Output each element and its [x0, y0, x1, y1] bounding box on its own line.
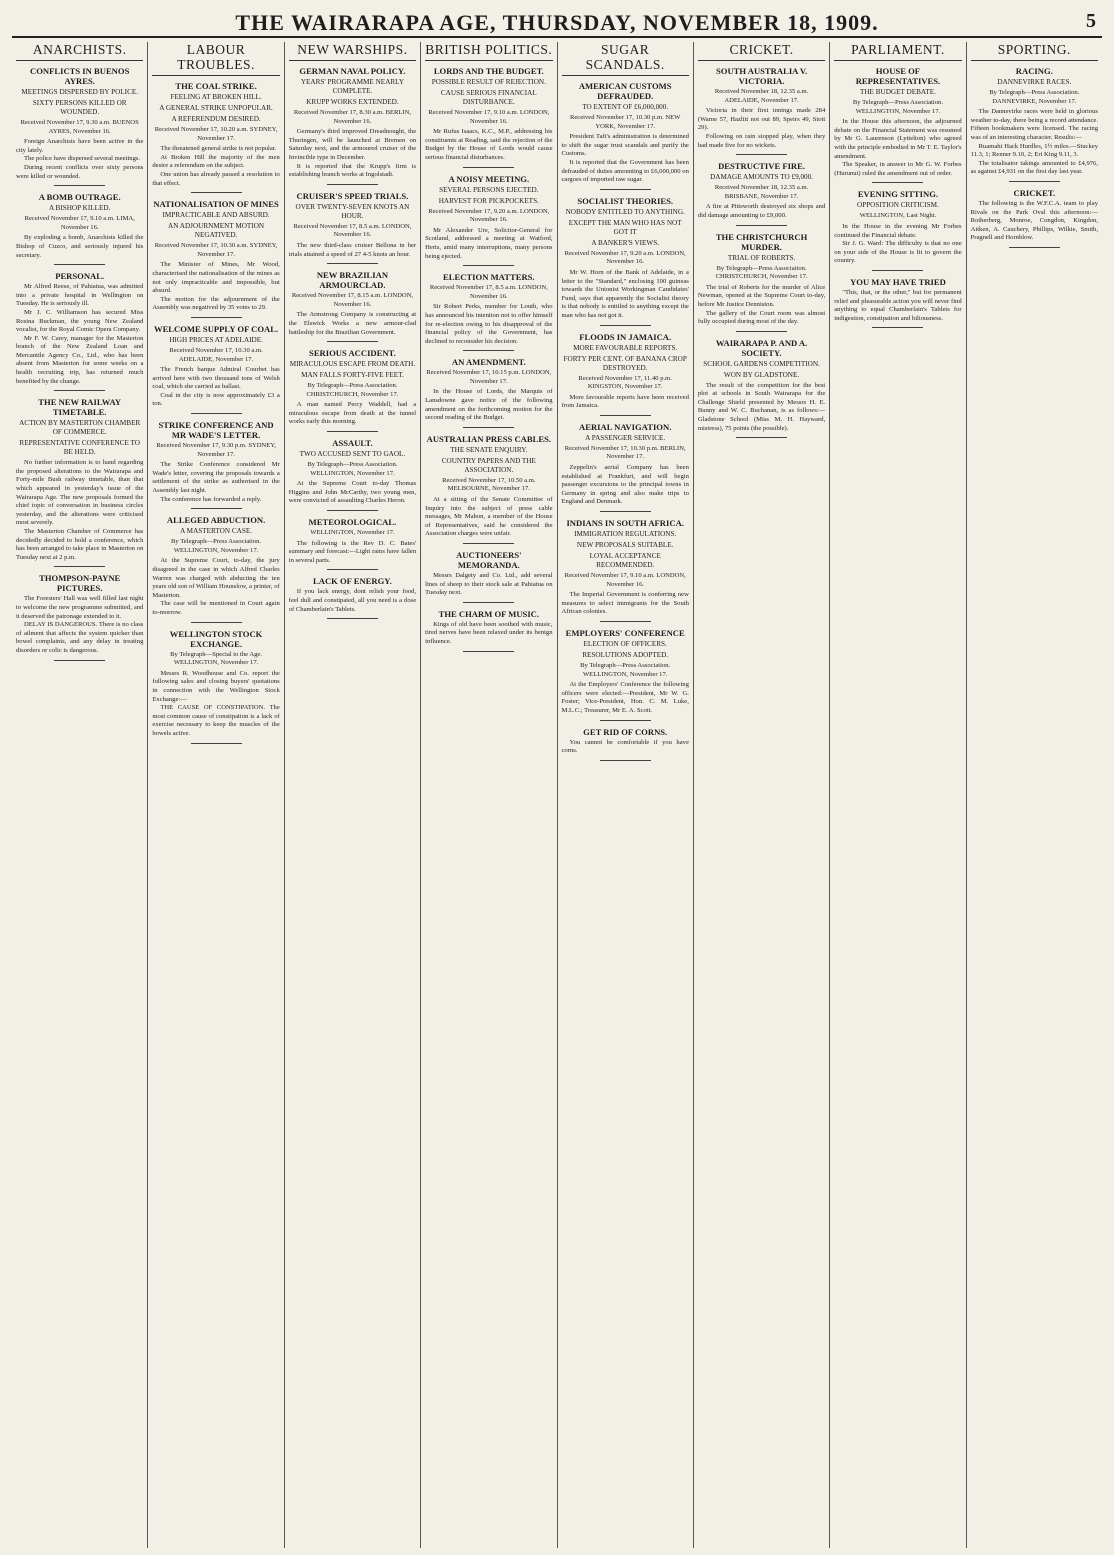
article-paragraph: Mr Rufus Isaacs, K.C., M.P., addressing his constituents at Reading, said the rejection of the Budget by the House of Lords would cause serious financial disturbances.	[425, 128, 553, 161]
article-subheading: DANNEVIRKE RACES.	[997, 78, 1072, 86]
article-divider	[463, 602, 514, 603]
article-divider	[872, 182, 923, 183]
column-header: SPORTING.	[971, 42, 1098, 61]
article-paragraph: At a sitting of the Senate Committee of Inquiry into the subject of press cable messages, Mr Mahon, a member of the House of Representatives, said he considered the Association charges were unfair.	[425, 496, 553, 538]
article-dateline: Received November 17, 9.10 a.m. LIMA, November 16.	[24, 215, 135, 231]
news-column	[558, 42, 694, 1548]
article-paragraph: The trial of Roberts for the murder of Alice Newman, opened at the Supreme Court to-day, before Mr Justice Denniston.	[697, 283, 826, 308]
article-paragraph: The motion for the adjournment of the Assembly was negatived by 35 votes to 29.	[152, 295, 280, 312]
article-paragraph: Victoria in their first innings made 284 (Warne 57, Hazlitt not out 89, Speirs 49, Stott 29).	[697, 107, 826, 132]
article-subheading: A GENERAL STRIKE UNPOPULAR.	[159, 104, 273, 112]
article-paragraph: Messrs Dalgety and Co. Ltd., add several lines of sheep to their stock sale at Pahiatua on Tuesday next.	[425, 572, 553, 597]
article-paragraph: The gallery of the Court room was almost fully occupied during most of the day.	[697, 309, 826, 326]
article-paragraph: President Taft's administration is determined to shift the sugar trust scandals and purify the Customs.	[561, 133, 689, 158]
article-dateline: Received November 18, 12.35 a.m. BRISBANE, November 17.	[714, 184, 809, 200]
article-subheading: MAN FALLS FORTY-FIVE FEET.	[301, 371, 404, 380]
article-subheading: REPRESENTATIVE CONFERENCE TO BE HELD.	[19, 439, 140, 457]
article-dateline: By Telegraph—Press Association. WELLINGTON, November 17.	[171, 538, 262, 554]
article-subheading: CAUSE SERIOUS FINANCIAL DISTURBANCE.	[440, 89, 537, 106]
article-headline: HOUSE OF REPRESENTATIVES.	[855, 66, 941, 86]
article-divider	[463, 265, 514, 266]
article-headline: THE NEW RAILWAY TIMETABLE.	[38, 397, 122, 418]
article-subheading: EXCEPT THE MAN WHO HAS NOT GOT IT	[568, 218, 682, 236]
article-subheading: THE SENATE ENQUIRY.	[450, 445, 528, 454]
article	[698, 232, 825, 332]
article-dateline: By Telegraph—Press Association. CHRISTCHURCH, November 17.	[306, 382, 399, 398]
article-subheading: MEETINGS DISPERSED BY POLICE.	[21, 88, 139, 96]
article-subheading: HARVEST FOR PICKPOCKETS.	[438, 196, 539, 205]
article-divider	[600, 325, 651, 326]
news-column	[285, 42, 421, 1548]
article-dateline: Received November 17, 9.30 a.m. BUENOS AYRES, November 16.	[20, 119, 139, 135]
article-subheading: POSSIBLE RESULT OF REJECTION.	[431, 78, 546, 86]
article	[562, 196, 689, 326]
article	[425, 272, 552, 351]
article-divider	[600, 415, 651, 416]
column-header: PARLIAMENT.	[834, 42, 961, 61]
article	[562, 628, 689, 721]
article	[834, 189, 961, 271]
article-divider	[463, 167, 514, 168]
article-paragraph: Ruamahi Hack Hurdles, 1½ miles.—Stuckey 11.3, 1; Renner 9.10, 2; Eri King 9.11, 3.	[970, 142, 1098, 159]
article	[834, 66, 961, 183]
article-paragraph: In the House of Lords, the Marquis of Lansdowne gave notice of the following amendment on the forthcoming motion for the second reading of the Budget.	[425, 388, 553, 422]
article-divider	[736, 225, 787, 226]
article-subheading: FORTY PER CENT. OF BANANA CROP DESTROYED.	[563, 354, 687, 372]
article-headline: GET RID OF CORNS.	[583, 726, 668, 737]
article-subheading: ACTION BY MASTERTON CHAMBER OF COMMERCE.	[19, 419, 141, 437]
article-divider	[191, 622, 242, 623]
article-headline: ELECTION MATTERS.	[443, 272, 535, 283]
article-subheading: LOYAL ACCEPTANCE RECOMMENDED.	[589, 552, 661, 570]
article-paragraph: The Minister of Mines, Mr Wood, characterised the nationalisation of the mines as not only impracticable and impossible, but absurd.	[152, 261, 280, 295]
column-header: ANARCHISTS.	[16, 42, 143, 61]
article	[152, 199, 279, 318]
article-paragraph: Messrs R. Woodhouse and Co. report the following sales and closing buyers' quotations in connection with the Wellington Stock Exchange:—	[152, 669, 280, 703]
article-paragraph: A fire at Pittsworth destroyed six shops and did damage amounting to £9,000.	[697, 203, 826, 219]
article-headline: ALLEGED ABDUCTION.	[166, 515, 266, 526]
article-dateline: Received November 17, 8.5 a.m. LONDON, November 16.	[429, 284, 548, 300]
article-subheading: NEW PROPOSALS SUITABLE.	[576, 541, 674, 550]
article-dateline: By Telegraph—Press Association. WELLINGTON, November 17.	[580, 662, 671, 678]
article	[152, 515, 279, 622]
article-paragraph: It is reported that the Krupp's firm is establishing branch works at Ingolstadt.	[288, 162, 417, 179]
article-headline: LACK OF ENERGY.	[313, 576, 392, 587]
article-dateline: By Telegraph—Press Association. DANNEVIRKE, November 17.	[989, 89, 1080, 105]
article-headline: AN AMENDMENT.	[451, 357, 526, 368]
article	[16, 66, 143, 186]
article-paragraph: Mr J. C. Williamson has secured Miss Rosina Buckman, the young New Zealand vocalist, for the Royal Comic Opera Company.	[16, 308, 144, 334]
article	[698, 66, 825, 155]
article-paragraph: "This, that, or the other," but for permanent relief and pleasurable action you will never find anything to equal Chamberlain's Tablets for indigestion, constipation and biliousness.	[834, 288, 962, 322]
article-subheading: NOBODY ENTITLED TO ANYTHING.	[565, 207, 685, 216]
article-paragraph: No further information is to hand regarding the proposed alterations to the Wairarapa and Forty-mile Bush railway timetable, than that which appeared in yesterday's issue of the Wairarapa Age. The new proposals formed the chief topic of conversation in business circles yesterday, and the alterations were criticised most severely.	[16, 459, 144, 527]
article-subheading: COUNTRY PAPERS AND THE ASSOCIATION.	[441, 456, 536, 474]
article-divider	[54, 185, 105, 186]
article-dateline: By Telegraph—Press Association. WELLINGTON, November 17.	[307, 461, 398, 477]
article-paragraph: Coal in the city is now approximately £3 a ton.	[152, 391, 280, 408]
article-subheading: SIXTY PERSONS KILLED OR WOUNDED.	[32, 99, 127, 116]
article-paragraph: The following is the W.F.C.A. team to play Rivals on the Park Oval this afternoon:—Rotherberg, Monroe, Congdon, Kingdon, Aitken, A. Cauchery, Phillips, Wilkie, Smith, Pragnell and Hornblow.	[970, 199, 1098, 242]
article-paragraph: The case will be mentioned in Court again to-morrow.	[152, 600, 280, 616]
article-paragraph: Mr F. W. Carey, manager for the Masterton branch of the New Zealand Loan and Mercantile Agency Co., Ltd., who has been absent from Masterton for some weeks on a health recruiting trip, has returned much benefited by the change.	[16, 334, 144, 385]
article-paragraph: The Foresters' Hall was well filled last night to welcome the new programme submitted, and it deserved the patronage extended to it.	[16, 595, 144, 620]
article-subheading: MORE FAVOURABLE REPORTS.	[573, 343, 678, 352]
article	[16, 271, 143, 391]
article-headline: AUCTIONEERS' MEMORANDA.	[456, 550, 522, 570]
article-headline: METEOROLOGICAL.	[308, 517, 397, 528]
article-paragraph: Mr Alfred Reese, of Pahiatua, was admitted into a private hospital in Wellington on Tuesday. He is seriously ill.	[16, 283, 144, 308]
article-headline: THE CHRISTCHURCH MURDER.	[715, 231, 808, 252]
column-header: LABOUR TROUBLES.	[152, 42, 279, 76]
article-dateline: Received November 17, 10.15 p.m. LONDON, November 17.	[426, 369, 552, 385]
article-paragraph: Sir Robert Perks, member for Louth, who has announced his intention not to offer himself for re-election owing to his disapproval of the financial policy of the Government, has declined to reconsider his decision.	[425, 303, 553, 345]
article-subheading: ELECTION OF OFFICERS.	[583, 640, 667, 648]
article-headline: WAIRARAPA P. AND A. SOCIETY.	[715, 337, 808, 358]
article-dateline: Received November 17, 10.30 a.m. SYDNEY, November 17.	[154, 242, 278, 258]
article-paragraph: The Strike Conference considered Mr Wade's letter, covering the proposals towards a settlement of the strike as authorised in the Assembly last night.	[152, 461, 280, 495]
article	[562, 332, 689, 416]
article-headline: INDIANS IN SOUTH AFRICA.	[566, 518, 684, 529]
article-headline: THE COAL STRIKE.	[175, 81, 257, 91]
article	[289, 438, 416, 511]
article	[562, 81, 689, 190]
article-paragraph: By exploding a bomb, Anarchists killed the Bishop of Cuzco, and seriously injured his secretary.	[16, 234, 144, 259]
article-paragraph: THE CAUSE OF CONSTIPATION. The most common cause of constipation is a lack of exercise necessary to keep the muscles of the bowels active.	[152, 704, 280, 737]
article-divider	[191, 508, 242, 509]
article-dateline: Received November 17, 8.5 a.m. LONDON, November 16.	[293, 222, 412, 239]
article-subheading: A BISHOP KILLED.	[48, 204, 111, 213]
article-paragraph: In the House this afternoon, the adjourned debate on the Financial Statement was resumed by Mr G. Laurenson (Lyttelton) who agreed with the principle embodied in Mr T. E. Taylor's amendment.	[834, 118, 962, 160]
article-divider	[736, 331, 787, 332]
article-paragraph: More favourable reports have been received from Jamaica.	[561, 393, 689, 410]
article-paragraph: A man named Percy Waddell, had a miraculous escape from death at the tunnel works early this morning.	[288, 401, 417, 426]
article-dateline: Received November 17, 10.30 p.m. BERLIN, November 17.	[564, 444, 686, 461]
article-dateline: Received November 17, 9.10 a.m. LONDON, November 16.	[564, 572, 686, 588]
article-headline: NATIONALISATION OF MINES	[153, 199, 279, 210]
article-dateline: Received November 17, 11.40 p.m. KINGSTON, November 17.	[578, 374, 672, 391]
article-divider	[600, 189, 651, 190]
article-subheading: A BANKER'S VIEWS.	[591, 238, 660, 247]
article-dateline: By Telegraph—Press Association. WELLINGTON, November 17.	[852, 99, 943, 115]
article-subheading: A MASTERTON CASE.	[180, 527, 253, 536]
article-headline: FLOODS IN JAMAICA.	[579, 331, 672, 342]
page-number: 5	[1086, 10, 1096, 32]
article-divider	[600, 621, 651, 622]
article-headline: NEW BRAZILIAN ARMOURCLAD.	[316, 270, 389, 291]
article-dateline: By Telegraph—Press Association. CHRISTCHURCH, November 17.	[715, 264, 808, 281]
article-divider	[463, 427, 514, 428]
article-paragraph: The Speaker, in answer to Mr G. W. Forbes (Hurunui) ruled the amendment out of order.	[834, 161, 962, 177]
column-header: CRICKET.	[698, 42, 825, 61]
article-paragraph: The Imperial Government is conferring new measures to select immigrants for the South African colonies.	[561, 591, 689, 616]
article-headline: EVENING SITTING.	[857, 189, 939, 200]
article-headline: THE CHARM OF MUSIC.	[438, 608, 540, 619]
article-paragraph: At the Supreme Court, to-day, the jury disagreed in the case in which Alfred Charles Warren was charged with abducting the ten years old son of William Hounslow, a printer, of Masterton.	[152, 557, 280, 599]
article-divider	[191, 192, 242, 193]
column-header: BRITISH POLITICS.	[425, 42, 552, 61]
article-paragraph: In the House in the evening Mr Forbes continued the Financial debate.	[834, 222, 962, 239]
article-headline: PERSONAL.	[55, 271, 105, 282]
article-divider	[54, 264, 105, 265]
article-dateline: Received November 17, 10.50 a.m. MELBOURNE, November 17.	[442, 476, 536, 493]
article-divider	[191, 413, 242, 414]
article	[562, 727, 689, 761]
article-subheading: AN ADJOURNMENT MOTION NEGATIVED.	[168, 222, 265, 240]
article-headline: AERIAL NAVIGATION.	[579, 421, 672, 432]
article	[289, 66, 416, 185]
column-header: NEW WARSHIPS.	[289, 42, 416, 61]
article-divider	[872, 327, 923, 328]
article-divider	[327, 618, 378, 619]
article-subheading: SEVERAL PERSONS EJECTED.	[439, 185, 539, 194]
article-paragraph: The police have dispersed several meetings.	[24, 155, 141, 163]
article-dateline: WELLINGTON, November 17.	[310, 529, 395, 537]
article-divider	[54, 390, 105, 391]
article-subheading: RESOLUTIONS ADOPTED.	[582, 651, 669, 659]
article-divider	[327, 569, 378, 570]
article	[971, 188, 1098, 248]
news-column	[421, 42, 557, 1548]
article-paragraph: The new third-class cruiser Bellona in her trials attained a speed of 27 4-5 knots an hour.	[288, 241, 417, 258]
article-paragraph: Mr W. Horn of the Bank of Adelaide, in a letter to the "Standard," enclosing 100 guineas towards the Unionist Workingman Candidates' Fund, says that apparently the Socialist theory is that nobody is entitled to anything except the man who has not got it.	[561, 268, 689, 319]
article-paragraph: The French barque Admiral Courbet has arrived here with two thousand tons of Welsh coal, which she carried as ballast.	[152, 366, 280, 391]
article-paragraph: One union has already passed a resolution to that effect.	[152, 170, 280, 187]
article	[289, 270, 416, 342]
news-column	[830, 42, 966, 1548]
article-subheading: OVER TWENTY-SEVEN KNOTS AN HOUR.	[295, 202, 410, 220]
article-paragraph: It is reported that the Government has been defrauded of duties amounting to £6,000,000 on cargoes of imported raw sugar.	[561, 158, 689, 184]
article-subheading: HIGH PRICES AT ADELAIDE.	[169, 335, 263, 344]
article-paragraph: The threatened general strike is not popular.	[160, 145, 277, 153]
article-divider	[872, 270, 923, 271]
article-headline: GERMAN NAVAL POLICY.	[299, 66, 406, 76]
column-header: SUGAR SCANDALS.	[562, 42, 689, 76]
article-headline: EMPLOYERS' CONFERENCE	[565, 628, 685, 638]
article	[152, 324, 279, 414]
article-subheading: TO EXTENT OF £6,000,000.	[582, 103, 669, 111]
news-column	[967, 42, 1102, 1548]
article-subheading: IMPRACTICABLE AND ABSURD.	[162, 211, 270, 220]
article-headline: AUSTRALIAN PRESS CABLES.	[426, 433, 552, 444]
article-paragraph: The Dannevirke races were held in glorious weather to-day, there being a record attendance. Fifteen bookmakers were licensed. The racing was of an interesting character. Results:—	[970, 108, 1098, 141]
article-divider	[327, 510, 378, 511]
article	[562, 518, 689, 622]
article-subheading: SCHOOL GARDENS COMPETITION.	[703, 359, 820, 368]
article-headline: A NOISY MEETING.	[448, 173, 530, 184]
article-headline: SOUTH AUSTRALIA V. VICTORIA.	[715, 66, 808, 86]
article-divider	[463, 651, 514, 652]
article	[971, 66, 1098, 182]
article-headline: DESTRUCTIVE FIRE.	[718, 161, 806, 172]
article	[425, 550, 552, 603]
article-paragraph: At the Supreme Court to-day Thomas Higgins and John McCarthy, two young men, were convicted of assaulting Charles Heron.	[288, 480, 417, 505]
article	[698, 161, 825, 225]
article-subheading: THE BUDGET DEBATE.	[859, 88, 936, 96]
article-paragraph: The Armstrong Company is constructing at the Elswick Works a new armour-clad battleship for the Brazilian Government.	[288, 311, 417, 336]
article-paragraph: DELAY IS DANGEROUS. There is no class of ailment that affects the system quicker than bowel complaints, and any delay in treating disorders or colic is dangerous.	[16, 621, 144, 654]
article-subheading: FEELING AT BROKEN HILL.	[170, 93, 262, 101]
article	[289, 191, 416, 264]
article-headline: WELCOME SUPPLY OF COAL.	[153, 323, 279, 334]
article-subheading: YEARS' PROGRAMME NEARLY COMPLETE.	[300, 78, 405, 95]
article-headline: LORDS AND THE BUDGET.	[433, 66, 544, 76]
article-dateline: Received November 17, 10.30 a.m. ADELAIDE, November 17.	[169, 346, 263, 363]
article-headline: SOCIALIST THEORIES.	[577, 195, 674, 206]
article	[289, 576, 416, 619]
article-paragraph: Zeppelin's aerial Company has been established at Frankfurt, and will begin passenger excursions to the principal towns in Germany in spring and also make trips to England and Denmark.	[561, 464, 689, 506]
article-paragraph: You cannot be comfortable if you have corns.	[561, 738, 689, 755]
article	[698, 338, 825, 439]
news-column	[694, 42, 830, 1548]
article-paragraph: The result of the competition for the best plot at schools in South Wairarapa for the Challenge Shield presented by Messrs H. E. Bunny and W. C. Buchanan, is as follows:—Gladstone School (Miss M. H. Hayward, mistress), 75 points (the possible).	[697, 381, 826, 432]
article	[152, 629, 279, 744]
article-dateline: Received November 18, 12.35 a.m. ADELAIDE, November 17.	[714, 88, 809, 104]
article-subheading: DAMAGE AMOUNTS TO £9,000.	[710, 173, 814, 182]
article-dateline: By Telegraph—Special to the Age. WELLINGTON, November 17.	[170, 650, 262, 667]
article-dateline: Received November 17, 9.20 a.m. LONDON, November 16.	[564, 249, 686, 266]
article-paragraph: Kings of old have been soothed with music, tired nerves have been relaxed under its benign influence.	[425, 620, 553, 645]
article-dateline: Received November 17, 10.30 p.m. NEW YORK, November 17.	[569, 114, 681, 130]
article-paragraph: Germany's third improved Dreadnought, the Thuringen, will be launched at Bremen on Saturday next, and the armoured cruiser of the Invincible type in December.	[288, 128, 417, 161]
article-subheading: TWO ACCUSED SENT TO GAOL.	[299, 450, 406, 459]
article-subheading: A PASSENGER SERVICE.	[585, 433, 666, 442]
news-column	[12, 42, 148, 1548]
article-headline: CRICKET.	[1013, 187, 1056, 198]
article	[425, 609, 552, 652]
article-subheading: OPPOSITION CRITICISM.	[857, 201, 939, 210]
article	[289, 517, 416, 570]
article-divider	[600, 511, 651, 512]
article-dateline: Received November 17, 9.20 a.m. LONDON, November 16.	[428, 207, 550, 224]
article-dateline: WELLINGTON, Last Night.	[859, 212, 937, 220]
article-divider	[327, 184, 378, 185]
article-divider	[327, 263, 378, 264]
article-headline: SERIOUS ACCIDENT.	[309, 348, 396, 359]
article-divider	[327, 431, 378, 432]
article-subheading: IMMIGRATION REGULATIONS.	[574, 530, 677, 539]
article-paragraph: Following on rain stopped play, when they had made five for no wickets.	[697, 132, 826, 149]
article-divider	[54, 566, 105, 567]
article-headline: ASSAULT.	[332, 438, 373, 449]
article-subheading: A REFERENDUM DESIRED.	[171, 115, 261, 123]
article	[834, 277, 961, 328]
article-headline: YOU MAY HAVE TRIED	[850, 276, 946, 287]
article-headline: A BOMB OUTRAGE.	[38, 192, 121, 203]
article-dateline: Received November 17, 8.30 a.m. BERLIN, November 16.	[293, 109, 412, 125]
article-paragraph: The following is the Rev D. C. Bates' summary and forecast:—Light rains have fallen in several parts.	[288, 539, 417, 564]
article	[16, 192, 143, 265]
article-headline: CRUISER'S SPEED TRIALS.	[296, 190, 409, 201]
article	[16, 573, 143, 660]
masthead	[12, 8, 1102, 38]
article-divider	[736, 437, 787, 438]
article	[425, 174, 552, 267]
news-columns	[12, 42, 1102, 1548]
article	[425, 66, 552, 168]
article	[152, 420, 279, 509]
newspaper-title: THE WAIRARAPA AGE, THURSDAY, NOVEMBER 18, 1909.	[235, 10, 879, 35]
article-paragraph: If you lack energy, dont relish your food, feel dull and constipated, all you need is a dose of Chamberlain's Tablets.	[288, 588, 417, 613]
article-subheading: TRIAL OF ROBERTS.	[727, 253, 796, 262]
article-divider	[191, 317, 242, 318]
article-subheading: KRUPP WORKS EXTENDED.	[306, 98, 399, 106]
article-dateline: Received November 17, 9.10 a.m. LONDON, November 16.	[428, 109, 550, 125]
article-divider	[1009, 181, 1060, 182]
article-paragraph: The Masterton Chamber of Commerce has decidedly decided to hold a conference, which has been arranged to take place in Masterton on Tuesday next at 2 p.m.	[16, 528, 144, 561]
article-dateline: Received November 17, 8.15 a.m. LONDON, November 16.	[291, 292, 414, 308]
article-divider	[1009, 247, 1060, 248]
news-column	[148, 42, 284, 1548]
article-divider	[463, 543, 514, 544]
article-divider	[54, 660, 105, 661]
article-paragraph: At the Employers' Conference the following officers were elected:—President, Mr W. G. Foster; Vice-President, Hon. C. M. Luke, M.L.C.; Treasurer, Mr E. A. Scott.	[561, 681, 689, 714]
article	[16, 397, 143, 567]
article-divider	[327, 341, 378, 342]
article-subheading: WON BY GLADSTONE.	[723, 370, 800, 379]
article-dateline: Received November 17, 9.30 p.m. SYDNEY, November 17.	[156, 442, 276, 458]
article	[562, 422, 689, 512]
article-headline: WELLINGTON STOCK EXCHANGE.	[169, 628, 263, 649]
article-paragraph: Mr Alexander Ure, Solicitor-General for Scotland, addressed a meeting at Watford, Herts, amid many interruptions, many persons being ejected.	[425, 226, 553, 260]
article	[425, 357, 552, 428]
article-divider	[191, 743, 242, 744]
article-headline: RACING.	[1015, 66, 1053, 76]
article-headline: CONFLICTS IN BUENOS AYRES.	[30, 66, 130, 86]
article-divider	[736, 154, 787, 155]
article	[152, 81, 279, 193]
article-divider	[600, 760, 651, 761]
article-divider	[463, 350, 514, 351]
article	[425, 434, 552, 544]
article-paragraph: Foreign Anarchists have been active in the city lately.	[16, 138, 144, 154]
article	[289, 348, 416, 432]
article-headline: THOMPSON-PAYNE PICTURES.	[39, 573, 121, 594]
article-subheading: MIRACULOUS ESCAPE FROM DEATH.	[289, 360, 416, 369]
article-paragraph: Sir J. G. Ward: The difficulty is that no one on your side of the House is fit to govern the country.	[834, 240, 962, 265]
article-headline: AMERICAN CUSTOMS DEFRAUDED.	[578, 81, 672, 101]
article-dateline: Received November 17, 10.20 a.m. SYDNEY, November 17.	[154, 126, 278, 142]
article-paragraph: During recent conflicts over sixty persons were killed or wounded.	[16, 163, 144, 180]
article-headline: STRIKE CONFERENCE AND MR WADE'S LETTER.	[158, 420, 274, 441]
article-paragraph: The conference has forwarded a reply.	[160, 495, 262, 503]
article-paragraph: The totalisator takings amounted to £4,976, as against £4,931 on the first day last year.	[970, 159, 1098, 176]
article-paragraph: At Broken Hill the majority of the men desire a referendum on the subject.	[152, 153, 280, 170]
article-divider	[600, 720, 651, 721]
